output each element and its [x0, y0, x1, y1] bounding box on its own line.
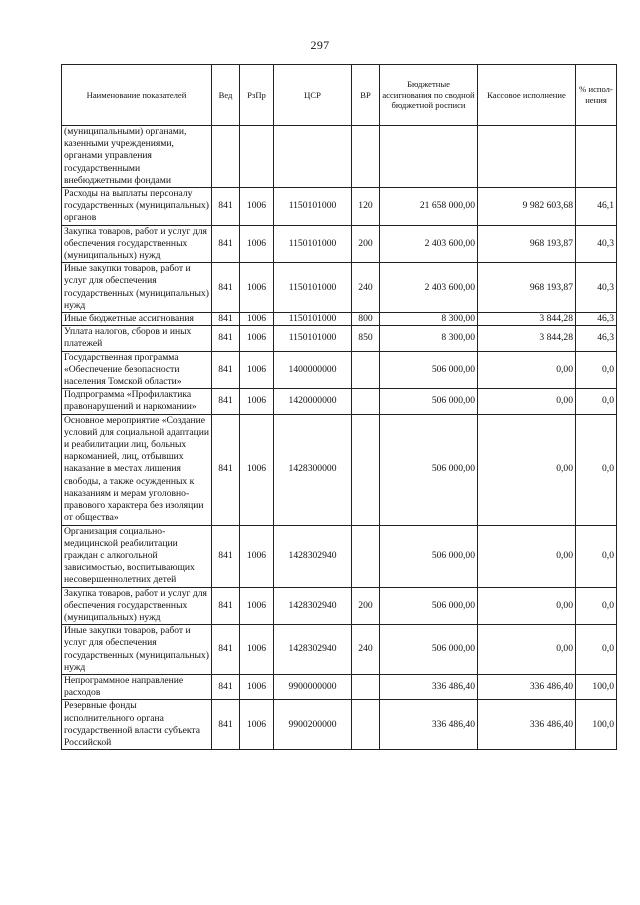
- row-name: Иные закупки товаров, работ и услуг для обеспечения государственных (муниципальных) нужд: [62, 625, 212, 675]
- table-row: [62, 188, 617, 226]
- table-row: [62, 313, 617, 326]
- row-budget-allocation: 8 300,00: [380, 313, 478, 326]
- row-rzpr: 1006: [240, 313, 274, 326]
- row-vr: 850: [352, 326, 380, 351]
- row-name: Иные закупки товаров, работ и услуг для обеспечения государственных (муниципальных) нужд: [62, 263, 212, 313]
- row-rzpr: 1006: [240, 625, 274, 675]
- row-name: Иные бюджетные ассигнования: [62, 313, 212, 326]
- row-name: Государственная программа «Обеспечение безопасности населения Томской области»: [62, 351, 212, 389]
- header-rzpr: РзПр: [240, 65, 274, 126]
- budget-execution-table: [61, 64, 617, 750]
- row-cash-execution: 336 486,40: [478, 700, 576, 750]
- header-csr: ЦСР: [274, 65, 352, 126]
- row-execution-percent: 0,0: [576, 587, 617, 625]
- row-csr: 1150101000: [274, 225, 352, 263]
- row-execution-percent: 0,0: [576, 525, 617, 587]
- row-execution-percent: 46,3: [576, 313, 617, 326]
- table-row: [62, 326, 617, 351]
- header-cash-execution: Кассовое исполнение: [478, 65, 576, 126]
- row-budget-allocation: 506 000,00: [380, 389, 478, 414]
- header-vr: ВР: [352, 65, 380, 126]
- row-rzpr: [240, 126, 274, 188]
- row-name: Закупка товаров, работ и услуг для обеспечения государственных (муниципальных) нужд: [62, 225, 212, 263]
- row-rzpr: 1006: [240, 188, 274, 226]
- row-budget-allocation: 506 000,00: [380, 525, 478, 587]
- row-rzpr: 1006: [240, 700, 274, 750]
- row-csr: 1150101000: [274, 313, 352, 326]
- row-vr: 200: [352, 587, 380, 625]
- row-execution-percent: 40,3: [576, 225, 617, 263]
- row-rzpr: 1006: [240, 414, 274, 525]
- row-ved: [212, 126, 240, 188]
- row-csr: [274, 126, 352, 188]
- row-ved: 841: [212, 351, 240, 389]
- table-row: [62, 263, 617, 313]
- row-csr: 1150101000: [274, 326, 352, 351]
- row-vr: [352, 389, 380, 414]
- row-name: Уплата налогов, сборов и иных платежей: [62, 326, 212, 351]
- row-csr: 1428300000: [274, 414, 352, 525]
- row-cash-execution: 0,00: [478, 625, 576, 675]
- table-row: [62, 625, 617, 675]
- row-rzpr: 1006: [240, 587, 274, 625]
- row-ved: 841: [212, 700, 240, 750]
- row-execution-percent: 0,0: [576, 625, 617, 675]
- row-vr: 120: [352, 188, 380, 226]
- row-execution-percent: 40,3: [576, 263, 617, 313]
- row-name: Непрограммное направление расходов: [62, 674, 212, 699]
- row-budget-allocation: 21 658 000,00: [380, 188, 478, 226]
- row-rzpr: 1006: [240, 225, 274, 263]
- row-vr: 240: [352, 625, 380, 675]
- row-ved: 841: [212, 674, 240, 699]
- row-csr: 9900200000: [274, 700, 352, 750]
- row-cash-execution: [478, 126, 576, 188]
- table-row: [62, 700, 617, 750]
- table-row: [62, 414, 617, 525]
- row-cash-execution: 9 982 603,68: [478, 188, 576, 226]
- row-budget-allocation: [380, 126, 478, 188]
- row-ved: 841: [212, 188, 240, 226]
- row-budget-allocation: 506 000,00: [380, 625, 478, 675]
- row-rzpr: 1006: [240, 351, 274, 389]
- row-execution-percent: 100,0: [576, 674, 617, 699]
- row-ved: 841: [212, 263, 240, 313]
- row-budget-allocation: 506 000,00: [380, 414, 478, 525]
- row-name: Основное мероприятие «Создание условий для социальной адаптации и реабилитации лиц, больных наркоманией, лиц, отбывших наказание в местах лишения свободы, а также осужденных к наказаниям и мерам уголовно-правового характера без изоляции от общества»: [62, 414, 212, 525]
- row-csr: 1428302940: [274, 625, 352, 675]
- row-vr: [352, 414, 380, 525]
- row-execution-percent: [576, 126, 617, 188]
- row-execution-percent: 46,3: [576, 326, 617, 351]
- table-row: [62, 126, 617, 188]
- row-vr: [352, 674, 380, 699]
- row-csr: 9900000000: [274, 674, 352, 699]
- row-csr: 1420000000: [274, 389, 352, 414]
- row-ved: 841: [212, 625, 240, 675]
- row-name: Подпрограмма «Профилактика правонарушений и наркомании»: [62, 389, 212, 414]
- row-ved: 841: [212, 525, 240, 587]
- header-execution-percent: % испол-нения: [576, 65, 617, 126]
- row-ved: 841: [212, 414, 240, 525]
- row-execution-percent: 46,1: [576, 188, 617, 226]
- row-name: Резервные фонды исполнительного органа государственной власти субъекта Российской: [62, 700, 212, 750]
- row-cash-execution: 0,00: [478, 525, 576, 587]
- row-ved: 841: [212, 326, 240, 351]
- row-csr: 1400000000: [274, 351, 352, 389]
- row-cash-execution: 0,00: [478, 587, 576, 625]
- row-budget-allocation: 2 403 600,00: [380, 225, 478, 263]
- row-cash-execution: 3 844,28: [478, 326, 576, 351]
- row-ved: 841: [212, 225, 240, 263]
- table-row: [62, 674, 617, 699]
- row-cash-execution: 0,00: [478, 351, 576, 389]
- table-row: [62, 225, 617, 263]
- row-name: Организация социально-медицинской реабилитации граждан с алкогольной зависимостью, воспитывающих несовершеннолетних детей: [62, 525, 212, 587]
- row-vr: [352, 700, 380, 750]
- row-name: (муниципальными) органами, казенными учреждениями, органами управления государственными внебюджетными фондами: [62, 126, 212, 188]
- table-header-row: [62, 65, 617, 126]
- row-budget-allocation: 8 300,00: [380, 326, 478, 351]
- row-budget-allocation: 336 486,40: [380, 700, 478, 750]
- row-vr: [352, 525, 380, 587]
- row-rzpr: 1006: [240, 525, 274, 587]
- row-vr: 240: [352, 263, 380, 313]
- row-execution-percent: 0,0: [576, 389, 617, 414]
- row-budget-allocation: 506 000,00: [380, 587, 478, 625]
- row-budget-allocation: 336 486,40: [380, 674, 478, 699]
- table-row: [62, 351, 617, 389]
- row-execution-percent: 100,0: [576, 700, 617, 750]
- header-ved: Вед: [212, 65, 240, 126]
- page-number: 297: [310, 38, 330, 52]
- header-name: Наименование показателей: [62, 65, 212, 126]
- row-csr: 1428302940: [274, 525, 352, 587]
- header-budget-allocations: Бюджетные ассигнования по сводной бюджетной росписи: [380, 65, 478, 126]
- table-row: [62, 525, 617, 587]
- row-rzpr: 1006: [240, 263, 274, 313]
- row-name: Закупка товаров, работ и услуг для обеспечения государственных (муниципальных) нужд: [62, 587, 212, 625]
- row-name: Расходы на выплаты персоналу государственных (муниципальных) органов: [62, 188, 212, 226]
- row-vr: 800: [352, 313, 380, 326]
- row-csr: 1150101000: [274, 188, 352, 226]
- row-cash-execution: 0,00: [478, 389, 576, 414]
- row-execution-percent: 0,0: [576, 414, 617, 525]
- row-cash-execution: 3 844,28: [478, 313, 576, 326]
- row-cash-execution: 0,00: [478, 414, 576, 525]
- row-execution-percent: 0,0: [576, 351, 617, 389]
- row-cash-execution: 336 486,40: [478, 674, 576, 699]
- row-ved: 841: [212, 313, 240, 326]
- table-body: [62, 126, 617, 750]
- table-row: [62, 587, 617, 625]
- row-ved: 841: [212, 389, 240, 414]
- row-csr: 1150101000: [274, 263, 352, 313]
- row-budget-allocation: 506 000,00: [380, 351, 478, 389]
- row-csr: 1428302940: [274, 587, 352, 625]
- row-vr: [352, 351, 380, 389]
- row-ved: 841: [212, 587, 240, 625]
- row-cash-execution: 968 193,87: [478, 225, 576, 263]
- row-vr: 200: [352, 225, 380, 263]
- row-rzpr: 1006: [240, 326, 274, 351]
- row-rzpr: 1006: [240, 389, 274, 414]
- row-budget-allocation: 2 403 600,00: [380, 263, 478, 313]
- row-vr: [352, 126, 380, 188]
- row-cash-execution: 968 193,87: [478, 263, 576, 313]
- table-row: [62, 389, 617, 414]
- row-rzpr: 1006: [240, 674, 274, 699]
